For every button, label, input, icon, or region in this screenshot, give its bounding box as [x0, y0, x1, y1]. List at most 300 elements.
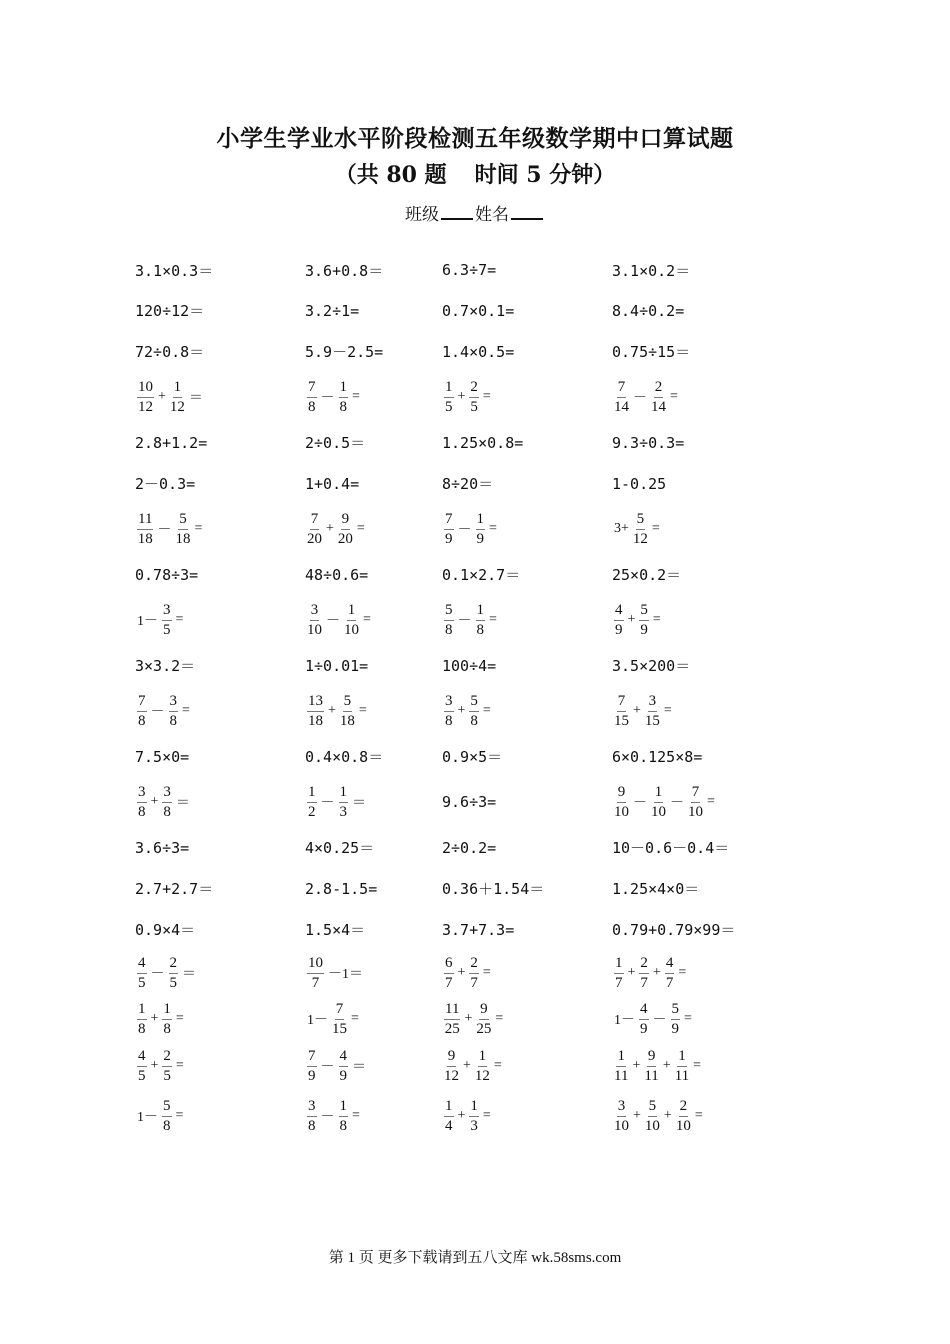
- fraction: [688, 785, 703, 820]
- problem-cell: [135, 736, 189, 777]
- fraction-expression: [305, 1099, 360, 1134]
- denominator: 5: [445, 398, 453, 415]
- problem-text: 0.4×0.8＝: [305, 748, 384, 766]
- numerator: 10: [307, 956, 324, 974]
- denominator: 10: [614, 803, 629, 820]
- fraction: [162, 1099, 172, 1134]
- numerator: 5: [343, 694, 353, 712]
- fraction: [169, 956, 179, 991]
- fraction: [614, 694, 629, 729]
- denominator: 10: [344, 621, 359, 638]
- numerator: 1: [339, 380, 349, 398]
- fraction: [307, 1049, 317, 1084]
- numerator: 4: [137, 956, 147, 974]
- class-blank[interactable]: [441, 204, 473, 220]
- operator: －: [157, 523, 172, 538]
- denominator: 18: [137, 530, 153, 547]
- problem-cell: [442, 736, 502, 777]
- equals-sign: =: [694, 1108, 703, 1123]
- numerator: 4: [339, 1049, 349, 1067]
- fraction-expression: [305, 603, 371, 638]
- problem-cell: [612, 372, 678, 422]
- problem-text: 0.9×5＝: [442, 748, 503, 766]
- fraction-expression: [612, 512, 660, 547]
- problem-text: 1.4×0.5=: [442, 342, 515, 361]
- numerator: 3: [307, 1099, 317, 1117]
- problem-cell: [305, 595, 371, 645]
- fraction: [614, 1049, 628, 1084]
- denominator: 11: [614, 1067, 629, 1084]
- fraction-expression: [612, 603, 661, 638]
- problem-text: 3.6÷3=: [135, 838, 190, 857]
- problem-text: 1.25×4×0＝: [612, 880, 700, 898]
- problem-cell: [612, 1090, 703, 1142]
- numerator: 7: [137, 694, 147, 712]
- problem-cell: [442, 827, 496, 868]
- problem-cell: [442, 996, 503, 1042]
- problem-cell: [612, 595, 661, 645]
- denominator: 18: [308, 712, 323, 729]
- denominator: 9: [615, 621, 623, 638]
- denominator: 25: [444, 1020, 460, 1037]
- problem-cell: [135, 554, 198, 595]
- fraction: [307, 603, 322, 638]
- problem-cell: [135, 1090, 183, 1142]
- equals-sign: =: [493, 1058, 502, 1073]
- problem-text: 0.1×2.7＝: [442, 566, 521, 584]
- operator: +: [632, 1058, 641, 1073]
- denominator: 18: [339, 712, 355, 729]
- numerator: 4: [639, 1002, 649, 1020]
- equals-sign: =: [182, 703, 190, 718]
- denominator: 10: [675, 1117, 691, 1134]
- equals-sign: =: [678, 965, 687, 980]
- problem-text: 1.25×0.8=: [442, 433, 524, 452]
- fraction-expression: [612, 1099, 703, 1134]
- operator: －: [652, 1013, 667, 1028]
- denominator: 8: [476, 621, 484, 638]
- denominator: 10: [644, 1117, 660, 1134]
- operator: －: [633, 796, 647, 811]
- fraction: [444, 380, 454, 415]
- numerator: 9: [447, 1049, 457, 1067]
- fraction: [339, 380, 349, 415]
- operator: +: [627, 612, 636, 627]
- numerator: 9: [479, 1002, 489, 1020]
- fraction-expression: [135, 1002, 184, 1037]
- operator: 1－: [307, 1013, 328, 1028]
- denominator: 8: [138, 803, 146, 820]
- operator: +: [464, 1011, 473, 1026]
- problem-cell: [612, 463, 666, 504]
- equals-sign: =: [351, 1011, 359, 1026]
- fraction: [665, 956, 675, 991]
- name-blank[interactable]: [511, 204, 543, 220]
- problem-cell: [135, 777, 190, 827]
- fraction-expression: [442, 603, 497, 638]
- problem-cell: [135, 372, 203, 422]
- problem-cell: [135, 827, 189, 868]
- problem-text: 1.5×4＝: [305, 921, 366, 939]
- equals-sign: =: [482, 965, 491, 980]
- numerator: 3: [617, 1099, 627, 1117]
- fraction: [137, 956, 147, 991]
- numerator: 4: [614, 603, 624, 621]
- denominator: 7: [311, 974, 320, 991]
- numerator: 4: [137, 1049, 147, 1067]
- problem-cell: [612, 331, 690, 372]
- problem-cell: [305, 996, 359, 1042]
- numerator: 5: [648, 1099, 658, 1117]
- denominator: 8: [445, 712, 453, 729]
- denominator: 9: [671, 1020, 679, 1037]
- denominator: 8: [470, 712, 478, 729]
- problem-cell: [612, 950, 686, 996]
- denominator: 7: [445, 974, 453, 991]
- equals-sign: =: [707, 794, 715, 809]
- fraction-expression: [442, 1002, 503, 1037]
- denominator: 5: [163, 621, 171, 638]
- fraction: [476, 603, 486, 638]
- problem-text: 0.9×4＝: [135, 921, 196, 939]
- fraction-expression: [442, 380, 491, 415]
- problem-cell: [612, 554, 681, 595]
- numerator: 10: [137, 380, 154, 398]
- problem-cell: [442, 777, 496, 827]
- problem-cell: [305, 422, 365, 463]
- operator: +: [457, 703, 466, 718]
- problem-text: 3.6+0.8＝: [305, 261, 384, 280]
- denominator: 14: [614, 398, 629, 415]
- problem-cell: [135, 950, 196, 996]
- problem-cell: [135, 595, 183, 645]
- numerator: 1: [347, 603, 357, 621]
- problem-text: 2.7+2.7＝: [135, 880, 214, 898]
- problem-cell: [442, 504, 497, 554]
- problem-text: 72÷0.8＝: [135, 343, 205, 361]
- fraction: [339, 785, 349, 820]
- problem-cell: [442, 331, 514, 372]
- equals-sign: =: [175, 612, 184, 627]
- equals-sign: =: [663, 703, 672, 718]
- operator: +: [150, 794, 159, 809]
- equals-sign: =: [363, 612, 371, 627]
- fraction: [469, 956, 479, 991]
- operator: +: [150, 1011, 159, 1026]
- problem-cell: [612, 290, 684, 331]
- problem-cell: [612, 422, 684, 463]
- problem-cell: [135, 422, 207, 463]
- problem-text: 1+0.4=: [305, 474, 360, 493]
- numerator: 4: [665, 956, 675, 974]
- operator: －: [633, 391, 647, 406]
- operator: 1－: [137, 1110, 158, 1125]
- fraction: [137, 1002, 147, 1037]
- fraction-expression: [305, 380, 360, 415]
- fraction-expression: [442, 512, 497, 547]
- problem-text: 3.1×0.2＝: [612, 261, 691, 280]
- fraction: [339, 1099, 349, 1134]
- numerator: 2: [469, 956, 479, 974]
- fraction-expression: [135, 1099, 183, 1134]
- equals-sign: ＝: [182, 967, 196, 982]
- denominator: 12: [474, 1067, 490, 1084]
- fraction-expression: [442, 1099, 491, 1134]
- denominator: 8: [138, 712, 146, 729]
- problem-cell: [305, 868, 377, 909]
- denominator: 12: [169, 398, 185, 415]
- numerator: 7: [617, 694, 627, 712]
- problem-cell: [305, 645, 368, 686]
- denominator: 5: [169, 974, 177, 991]
- problem-cell: [305, 909, 365, 950]
- problem-text: 4×0.25＝: [305, 839, 375, 857]
- problem-cell: [305, 736, 383, 777]
- class-label: 班级: [405, 205, 439, 225]
- fraction: [475, 1049, 490, 1084]
- fraction-expression: [612, 785, 715, 820]
- problem-cell: [442, 372, 491, 422]
- fraction-expression: [612, 1002, 692, 1037]
- problem-text: 9.6÷3=: [442, 793, 497, 811]
- numerator: 1: [339, 1099, 349, 1117]
- fraction: [307, 956, 324, 991]
- equals-sign: =: [652, 612, 661, 627]
- problem-cell: [305, 554, 368, 595]
- operator: －: [320, 796, 335, 811]
- fraction: [332, 1002, 347, 1037]
- numerator: 9: [647, 1049, 657, 1067]
- fraction-expression: [135, 512, 202, 547]
- numerator: 1: [307, 785, 317, 803]
- fraction: [645, 1099, 660, 1134]
- fraction: [675, 1049, 689, 1084]
- problem-cell: [305, 372, 360, 422]
- denominator: 5: [138, 1067, 146, 1084]
- denominator: 10: [651, 803, 666, 820]
- equals-sign: =: [670, 389, 678, 404]
- operator: －: [320, 1110, 335, 1125]
- problem-cell: [442, 422, 523, 463]
- numerator: 3: [444, 694, 454, 712]
- numerator: 7: [307, 1049, 317, 1067]
- equals-sign: =: [482, 703, 491, 718]
- equals-sign: =: [482, 1108, 491, 1123]
- numerator: 9: [341, 512, 351, 530]
- numerator: 2: [469, 380, 479, 398]
- numerator: 2: [639, 956, 649, 974]
- denominator: 12: [138, 398, 153, 415]
- fraction: [162, 603, 172, 638]
- equals-sign: =: [175, 1011, 184, 1026]
- denominator: 18: [175, 530, 191, 547]
- equals-sign: =: [684, 1011, 692, 1026]
- operator: +: [457, 965, 466, 980]
- numerator: 5: [671, 1002, 681, 1020]
- numerator: 1: [469, 1099, 479, 1117]
- operator: +: [663, 1108, 672, 1123]
- problem-cell: [135, 909, 195, 950]
- denominator: 14: [651, 398, 666, 415]
- problem-text: 0.75÷15＝: [612, 343, 691, 361]
- operator: +: [627, 965, 636, 980]
- denominator: 8: [163, 1117, 171, 1134]
- fraction: [307, 1099, 317, 1134]
- equals-sign: =: [194, 521, 203, 536]
- denominator: 8: [169, 712, 177, 729]
- denominator: 5: [470, 398, 478, 415]
- numerator: 5: [162, 1099, 172, 1117]
- problem-cell: [612, 736, 702, 777]
- fraction: [170, 380, 185, 415]
- equals-sign: =: [693, 1058, 702, 1073]
- fraction: [444, 1002, 460, 1037]
- operator: +: [662, 1058, 671, 1073]
- numerator: 11: [444, 1002, 460, 1020]
- problem-cell: [305, 290, 359, 331]
- problem-cell: [305, 463, 359, 504]
- denominator: 10: [307, 621, 322, 638]
- fraction-expression: [442, 694, 491, 729]
- denominator: 8: [445, 621, 453, 638]
- operator: －: [457, 523, 472, 538]
- operator: 1－: [137, 614, 158, 629]
- fraction: [307, 694, 324, 729]
- operator: +: [463, 1058, 471, 1073]
- denominator: 9: [640, 1020, 648, 1037]
- denominator: 8: [163, 1020, 171, 1037]
- fraction: [633, 512, 648, 547]
- operator: +: [328, 703, 336, 718]
- fraction: [175, 512, 190, 547]
- problem-cell: [135, 686, 190, 736]
- fraction-expression: [135, 956, 196, 991]
- equals-sign: ＝: [175, 796, 190, 811]
- denominator: 4: [445, 1117, 453, 1134]
- equals-sign: －1＝: [328, 967, 363, 982]
- numerator: 5: [469, 694, 479, 712]
- denominator: 9: [339, 1067, 347, 1084]
- numerator: 7: [310, 512, 320, 530]
- problem-text: 2.8-1.5=: [305, 879, 378, 898]
- problem-cell: [135, 250, 213, 290]
- denominator: 8: [163, 803, 171, 820]
- problem-cell: [305, 686, 367, 736]
- problem-text: 8÷20＝: [442, 475, 494, 493]
- denominator: 11: [674, 1067, 690, 1084]
- problem-text: 2－0.3=: [135, 475, 196, 493]
- numerator: 13: [307, 694, 324, 712]
- equals-sign: =: [352, 389, 360, 404]
- denominator: 5: [138, 974, 146, 991]
- fraction-expression: [612, 956, 686, 991]
- fraction-expression: [305, 512, 365, 547]
- problem-text: 3.2÷1=: [305, 301, 360, 320]
- numerator: 7: [691, 785, 701, 803]
- problem-cell: [442, 909, 514, 950]
- numerator: 5: [639, 603, 649, 621]
- fraction: [639, 603, 649, 638]
- operator: －: [326, 614, 340, 629]
- denominator: 7: [615, 974, 623, 991]
- problem-cell: [612, 777, 715, 827]
- fraction: [444, 956, 454, 991]
- fraction: [476, 512, 486, 547]
- fraction: [137, 512, 153, 547]
- fraction: [614, 785, 629, 820]
- problem-text: 3.1×0.3＝: [135, 261, 214, 280]
- problem-text: 6×0.125×8=: [612, 747, 703, 766]
- fraction: [651, 785, 666, 820]
- problem-cell: [612, 996, 692, 1042]
- numerator: 1: [614, 956, 624, 974]
- problem-cell: [442, 1042, 502, 1090]
- fraction-expression: [305, 956, 363, 991]
- problem-text: 120÷12＝: [135, 302, 205, 320]
- problem-cell: [612, 504, 660, 554]
- fraction: [444, 694, 454, 729]
- denominator: 7: [640, 974, 648, 991]
- numerator: 5: [178, 512, 188, 530]
- name-label: 姓名: [475, 205, 509, 225]
- fraction: [137, 785, 147, 820]
- operator: +: [150, 1058, 159, 1073]
- numerator: 5: [444, 603, 454, 621]
- subtitle-time: 时间 5 分钟）: [474, 162, 616, 188]
- numerator: 1: [444, 1099, 454, 1117]
- fraction-expression: [135, 603, 183, 638]
- numerator: 3: [162, 785, 172, 803]
- denominator: 8: [308, 1117, 316, 1134]
- problem-cell: [612, 868, 699, 909]
- problem-cell: [612, 909, 735, 950]
- operator: 3+: [614, 521, 629, 536]
- fraction: [444, 1049, 459, 1084]
- problem-text: 3×3.2＝: [135, 657, 196, 675]
- problem-cell: [135, 463, 195, 504]
- problem-cell: [612, 686, 672, 736]
- problem-text: 0.36＋1.54＝: [442, 880, 545, 898]
- denominator: 10: [688, 803, 703, 820]
- equals-sign: =: [175, 1108, 184, 1123]
- fraction: [469, 1099, 479, 1134]
- fraction: [162, 1002, 172, 1037]
- denominator: 8: [138, 1020, 146, 1037]
- denominator: 15: [644, 712, 660, 729]
- problem-text: 48÷0.6=: [305, 565, 369, 584]
- problem-cell: [135, 996, 184, 1042]
- operator: －: [150, 705, 165, 720]
- fraction: [469, 694, 479, 729]
- problem-cell: [442, 950, 491, 996]
- numerator: 1: [476, 603, 486, 621]
- operator: +: [652, 965, 661, 980]
- problem-cell: [135, 645, 195, 686]
- subtitle-count: （共 80 题: [334, 162, 447, 188]
- fraction-expression: [442, 956, 491, 991]
- problem-cell: [135, 868, 213, 909]
- fraction: [614, 1099, 629, 1134]
- operator: +: [158, 389, 166, 404]
- denominator: 9: [476, 530, 484, 547]
- problem-text: 5.9－2.5=: [305, 343, 384, 361]
- problem-cell: [305, 250, 383, 290]
- equals-sign: =: [495, 1011, 504, 1026]
- problem-cell: [612, 827, 729, 868]
- fraction-expression: [135, 1049, 184, 1084]
- problem-text: 0.7×0.1=: [442, 301, 515, 320]
- fraction-expression: [135, 380, 203, 415]
